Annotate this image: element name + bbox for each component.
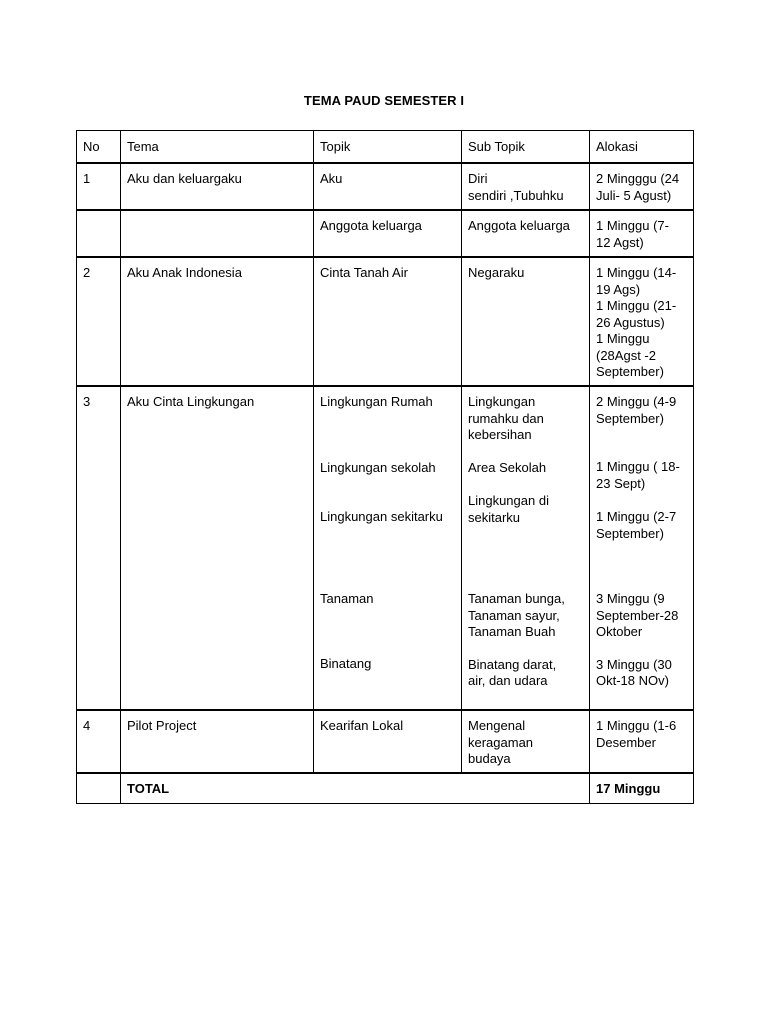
cell-tema xyxy=(121,210,314,257)
cell-tema: Aku dan keluargaku xyxy=(121,163,314,210)
table-row xyxy=(77,710,694,773)
total-label: TOTAL xyxy=(121,773,590,803)
table-row xyxy=(77,257,694,386)
cell-line: 1 Minggu (1-6 xyxy=(596,718,677,733)
cell-alokasi xyxy=(590,163,694,210)
cell-line: Diri xyxy=(468,171,488,186)
cell-line: 2 Mingggu (24 xyxy=(596,171,680,186)
cell-line: Tanaman bunga, xyxy=(468,591,565,606)
cell-tema: Aku Cinta Lingkungan xyxy=(121,386,314,710)
header-tema: Tema xyxy=(121,131,314,164)
cell-line: kebersihan xyxy=(468,427,532,442)
table-row xyxy=(77,386,694,710)
alokasi-item xyxy=(596,657,687,690)
cell-line: September-28 xyxy=(596,607,679,623)
cell-line: September) xyxy=(596,364,664,379)
cell-line: Juli- 5 Agust) xyxy=(596,187,672,203)
cell-line: 1 Minggu xyxy=(596,331,650,346)
cell-line: 1 Minggu (14- xyxy=(596,265,677,280)
semester-theme-table xyxy=(76,130,694,804)
cell-line: 1 Minggu (21- xyxy=(596,298,677,313)
document-title: TEMA PAUD SEMESTER I xyxy=(303,93,465,108)
cell-topik xyxy=(314,386,462,710)
cell-no: 4 xyxy=(77,710,121,773)
cell-sub-topik xyxy=(462,210,590,257)
cell-line: 23 Sept) xyxy=(596,475,646,491)
cell-line: air, dan udara xyxy=(468,673,548,688)
table-row xyxy=(77,163,694,210)
topik-item: Lingkungan sekolah xyxy=(320,459,436,475)
cell-line: 12 Agst) xyxy=(596,234,644,250)
cell-line: Lingkungan di xyxy=(468,493,549,508)
alokasi-item xyxy=(596,509,687,542)
sub-topik-item xyxy=(468,460,583,477)
cell-topik: Cinta Tanah Air xyxy=(314,257,462,386)
cell-line: Binatang darat, xyxy=(468,656,557,672)
cell-topik: Kearifan Lokal xyxy=(314,710,462,773)
cell-no: 3 xyxy=(77,386,121,710)
cell-sub-topik xyxy=(462,386,590,710)
cell-line: Oktober xyxy=(596,624,643,639)
table-header-row xyxy=(77,131,694,164)
cell-no: 2 xyxy=(77,257,121,386)
topik-item: Lingkungan sekitarku xyxy=(320,509,443,524)
header-topik: Topik xyxy=(314,131,462,164)
cell-sub-topik xyxy=(462,163,590,210)
header-sub-topik: Sub Topik xyxy=(462,131,590,164)
cell-line: sekitarku xyxy=(468,509,521,525)
header-alokasi: Alokasi xyxy=(590,131,694,164)
cell-line: 3 Minggu (9 xyxy=(596,591,665,606)
cell-line: September) xyxy=(596,525,664,541)
cell-no xyxy=(77,773,121,803)
cell-line: Tanaman Buah xyxy=(468,624,556,639)
cell-line: 1 Minggu (7- xyxy=(596,218,669,233)
cell-line: Lingkungan xyxy=(468,394,536,409)
cell-line: keragaman xyxy=(468,734,534,750)
cell-line: 3 Minggu (30 xyxy=(596,656,672,672)
cell-alokasi xyxy=(590,210,694,257)
cell-line: September) xyxy=(596,410,664,426)
cell-line: Negaraku xyxy=(468,265,525,280)
cell-topik: Anggota keluarga xyxy=(314,210,462,257)
cell-line: 1 Minggu (2-7 xyxy=(596,509,677,524)
total-row xyxy=(77,773,694,803)
cell-line: Tanaman sayur, xyxy=(468,607,560,623)
sub-topik-item xyxy=(468,493,583,526)
sub-topik-item xyxy=(468,394,583,444)
cell-line: 1 Minggu ( 18- xyxy=(596,459,680,474)
cell-line: Mengenal xyxy=(468,718,526,733)
cell-tema: Aku Anak Indonesia xyxy=(121,257,314,386)
cell-tema: Pilot Project xyxy=(121,710,314,773)
topik-item: Tanaman xyxy=(320,590,374,606)
topik-item: Binatang xyxy=(320,656,372,671)
sub-topik-item xyxy=(468,591,583,641)
cell-line: rumahku dan xyxy=(468,410,544,426)
cell-no xyxy=(77,210,121,257)
cell-line: 26 Agustus) xyxy=(596,314,665,330)
alokasi-item xyxy=(596,591,687,641)
cell-line: budaya xyxy=(468,751,511,766)
cell-alokasi xyxy=(590,710,694,773)
sub-topik-item xyxy=(468,657,583,690)
table-row xyxy=(77,210,694,257)
cell-line: 19 Ags) xyxy=(596,281,641,297)
cell-sub-topik xyxy=(462,257,590,386)
cell-topik: Aku xyxy=(314,163,462,210)
alokasi-item xyxy=(596,459,687,492)
header-no: No xyxy=(77,131,121,164)
cell-line: (28Agst -2 xyxy=(596,347,656,363)
cell-line: 2 Minggu (4-9 xyxy=(596,394,677,409)
alokasi-item xyxy=(596,394,687,427)
total-value: 17 Minggu xyxy=(590,773,694,803)
cell-sub-topik xyxy=(462,710,590,773)
cell-line: Desember xyxy=(596,734,656,750)
cell-line: Okt-18 NOv) xyxy=(596,673,669,688)
cell-alokasi xyxy=(590,257,694,386)
cell-alokasi xyxy=(590,386,694,710)
cell-line: sendiri ,Tubuhku xyxy=(468,187,564,203)
topik-item: Lingkungan Rumah xyxy=(320,394,433,409)
cell-no: 1 xyxy=(77,163,121,210)
cell-line: Area Sekolah xyxy=(468,459,547,475)
cell-line: Anggota keluarga xyxy=(468,218,570,233)
